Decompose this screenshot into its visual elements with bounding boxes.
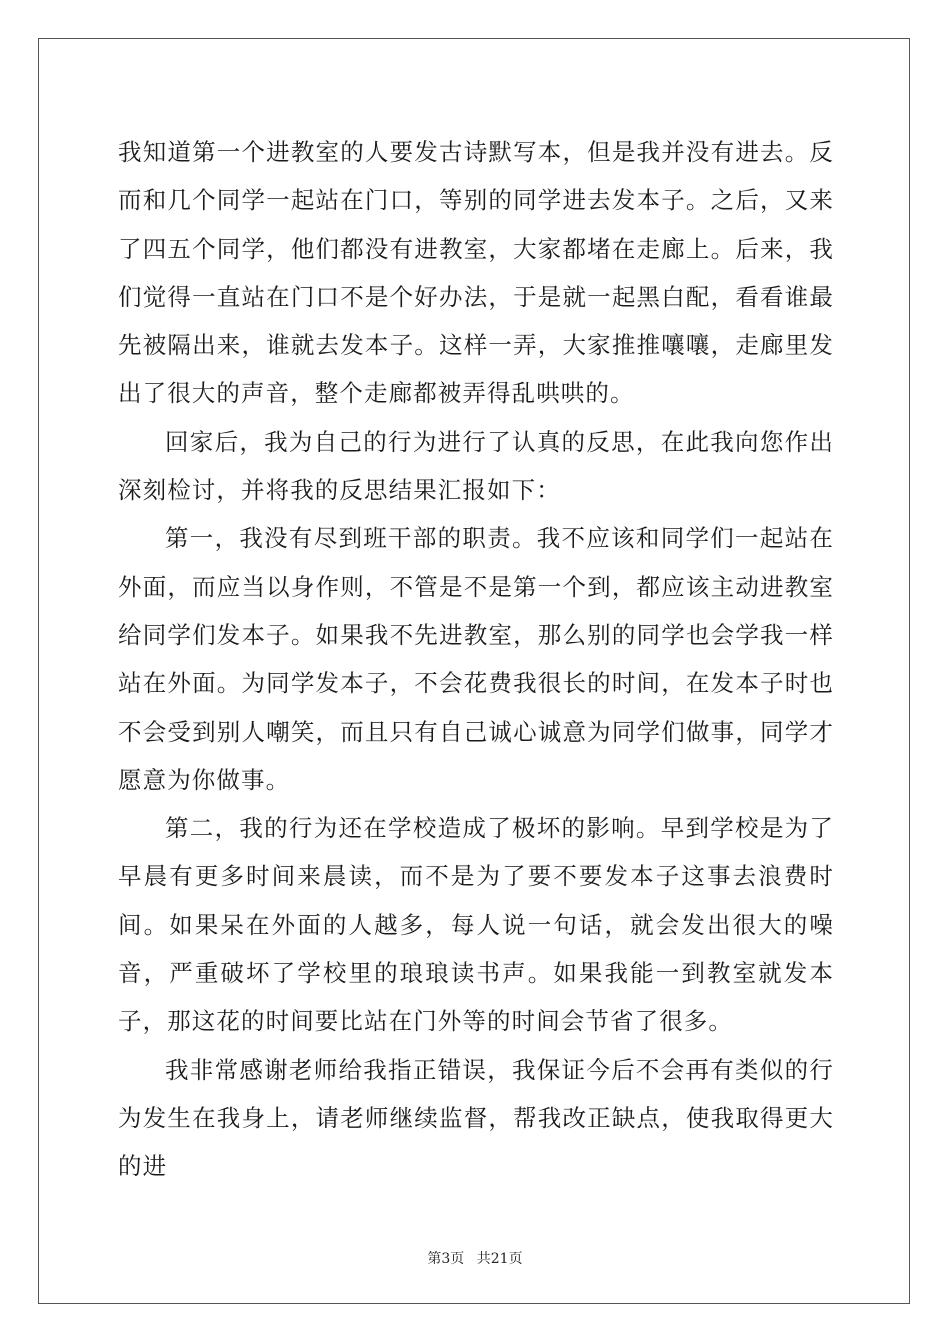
paragraph-3: 第一，我没有尽到班干部的职责。我不应该和同学们一起站在外面，而应当以身作则，不管是不是第一个到，都应该主动进教室给同学们发本子。如果我不先进教室，那么别的同学也会学我一样站在外面。为同学发本子，不会花费我很长的时间，在发本子时也不会受到别人嘲笑，而且只有自己诚心诚意为同学们做事，同学才愿意为你做事。 (118, 524, 834, 794)
paragraph-4: 第二，我的行为还在学校造成了极坏的影响。早到学校是为了早晨有更多时间来晨读，而不是为了要不要发本子这事去浪费时间。如果呆在外面的人越多，每人说一句话，就会发出很大的噪音，严重破坏了学校里的琅琅读书声。如果我能一到教室就发本子，那这花的时间要比站在门外等的时间会节省了很多。 (118, 814, 834, 1036)
paragraph-5: 我非常感谢老师给我指正错误，我保证今后不会再有类似的行为发生在我身上，请老师继续监督，帮我改正缺点，使我取得更大的进 (118, 1055, 834, 1181)
paragraph-2: 回家后，我为自己的行为进行了认真的反思，在此我向您作出深刻检讨，并将我的反思结果汇报如下： (118, 427, 834, 505)
page-number-total: 共21页 (476, 1251, 523, 1267)
paragraph-1: 我知道第一个进教室的人要发古诗默写本，但是我并没有进去。反而和几个同学一起站在门口，等别的同学进去发本子。之后，又来了四五个同学，他们都没有进教室，大家都堵在走廊上。后来，我们觉得一直站在门口不是个好办法，于是就一起黑白配，看看谁最先被隔出来，谁就去发本子。这样一弄，大家推推嚷嚷，走廊里发出了很大的声音，整个走廊都被弄得乱哄哄的。 (118, 138, 834, 408)
page-number-current: 第3页 (427, 1251, 465, 1267)
document-body (118, 128, 834, 1191)
page-footer (0, 1248, 950, 1268)
